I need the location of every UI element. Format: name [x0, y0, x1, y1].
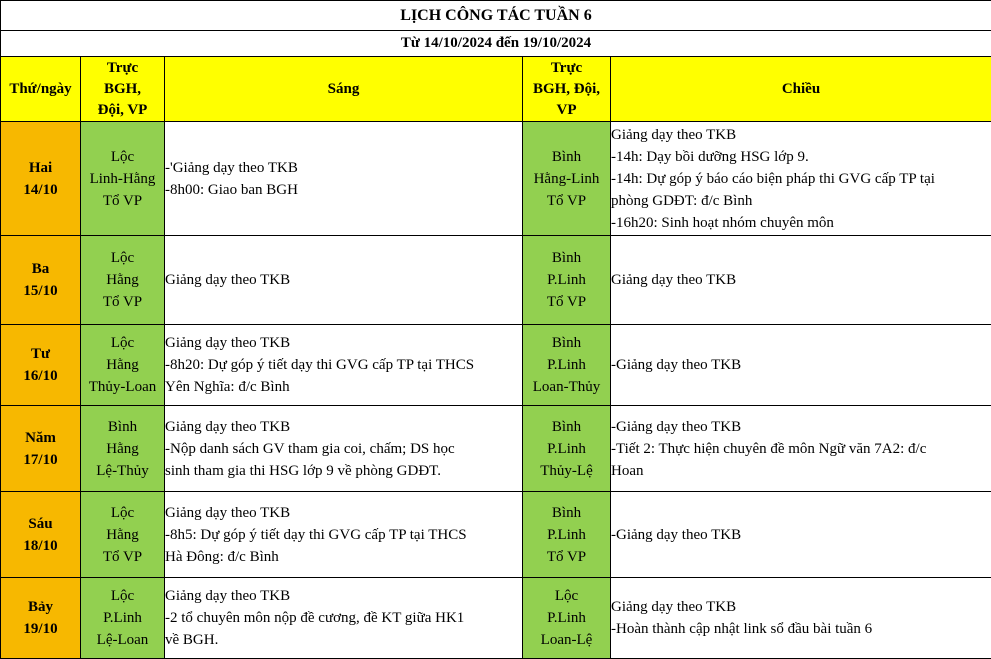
duty-afternoon-line: Thủy-Lệ: [523, 460, 610, 482]
duty-morning-line: Thủy-Loan: [81, 376, 164, 398]
afternoon-line: -14h: Dạy bồi dưỡng HSG lớp 9.: [611, 146, 991, 168]
schedule-row: [1, 236, 991, 325]
duty-morning-line: Lệ-Loan: [81, 629, 164, 651]
duty-morning-line: Hằng: [81, 524, 164, 546]
day-cell: [1, 325, 81, 406]
afternoon-cell: [611, 236, 991, 325]
duty-morning-line: Hằng: [81, 354, 164, 376]
morning-line: Yên Nghĩa: đ/c Bình: [165, 376, 522, 398]
title-row: [1, 1, 991, 31]
day-cell: [1, 578, 81, 659]
header-day: Thứ/ngày: [1, 57, 81, 122]
afternoon-line: -16h20: Sinh hoạt nhóm chuyên môn: [611, 212, 991, 234]
schedule-row: [1, 406, 991, 492]
duty-morning-cell: [81, 492, 165, 578]
morning-line: -Nộp danh sách GV tham gia coi, chấm; DS học: [165, 438, 522, 460]
duty-afternoon-cell: [523, 325, 611, 406]
day-cell: [1, 492, 81, 578]
header-duty-afternoon: [523, 57, 611, 122]
day-cell: [1, 122, 81, 236]
morning-line: Giảng dạy theo TKB: [165, 416, 522, 438]
afternoon-line: -Giảng dạy theo TKB: [611, 354, 991, 376]
morning-line: Giảng dạy theo TKB: [165, 332, 522, 354]
morning-line: Hà Đông: đ/c Bình: [165, 546, 522, 568]
afternoon-line: Giảng dạy theo TKB: [611, 124, 991, 146]
duty-afternoon-line: Tổ VP: [523, 190, 610, 212]
duty-morning-line: Linh-Hằng: [81, 168, 164, 190]
schedule-row: [1, 492, 991, 578]
header-duty-afternoon-line: Trực: [523, 58, 610, 79]
morning-line: -8h5: Dự góp ý tiết dạy thi GVG cấp TP tại THCS: [165, 524, 522, 546]
header-duty-morning-line: Đội, VP: [81, 100, 164, 121]
schedule-row: [1, 578, 991, 659]
day-line: Tư: [1, 343, 80, 365]
duty-morning-cell: [81, 578, 165, 659]
day-line: 18/10: [1, 535, 80, 557]
morning-cell: [165, 122, 523, 236]
afternoon-cell: [611, 325, 991, 406]
duty-morning-line: Lộc: [81, 585, 164, 607]
afternoon-line: -Hoàn thành cập nhật link sổ đầu bài tuần 6: [611, 618, 991, 640]
duty-afternoon-line: Loan-Thủy: [523, 376, 610, 398]
morning-line: Giảng dạy theo TKB: [165, 585, 522, 607]
duty-afternoon-line: Bình: [523, 416, 610, 438]
duty-afternoon-cell: [523, 578, 611, 659]
header-duty-morning-line: BGH,: [81, 79, 164, 100]
header-row: [1, 57, 991, 122]
header-afternoon: Chiều: [611, 57, 991, 122]
day-cell: [1, 236, 81, 325]
duty-afternoon-line: Lộc: [523, 585, 610, 607]
duty-morning-cell: [81, 122, 165, 236]
morning-cell: [165, 492, 523, 578]
header-duty-afternoon-line: VP: [523, 100, 610, 121]
sheet-title: LỊCH CÔNG TÁC TUẦN 6: [1, 1, 991, 31]
duty-morning-line: Tổ VP: [81, 190, 164, 212]
afternoon-cell: [611, 406, 991, 492]
duty-morning-line: Lộc: [81, 332, 164, 354]
morning-cell: [165, 578, 523, 659]
duty-morning-line: Tổ VP: [81, 291, 164, 313]
duty-afternoon-line: Hằng-Linh: [523, 168, 610, 190]
afternoon-line: Giảng dạy theo TKB: [611, 596, 991, 618]
schedule-row: [1, 122, 991, 236]
afternoon-cell: [611, 122, 991, 236]
morning-line: Giảng dạy theo TKB: [165, 269, 522, 291]
duty-afternoon-line: P.Linh: [523, 524, 610, 546]
date-range-row: [1, 31, 991, 57]
duty-afternoon-line: Loan-Lệ: [523, 629, 610, 651]
duty-morning-line: Lộc: [81, 247, 164, 269]
duty-morning-line: Lộc: [81, 502, 164, 524]
morning-line: về BGH.: [165, 629, 522, 651]
afternoon-line: -Giảng dạy theo TKB: [611, 416, 991, 438]
duty-morning-line: Tổ VP: [81, 546, 164, 568]
day-line: Ba: [1, 258, 80, 280]
morning-cell: [165, 325, 523, 406]
day-line: Hai: [1, 157, 80, 179]
schedule-row: [1, 325, 991, 406]
afternoon-line: Giảng dạy theo TKB: [611, 269, 991, 291]
day-line: 17/10: [1, 449, 80, 471]
duty-morning-line: P.Linh: [81, 607, 164, 629]
duty-afternoon-line: Bình: [523, 332, 610, 354]
morning-line: Giảng dạy theo TKB: [165, 502, 522, 524]
day-cell: [1, 406, 81, 492]
morning-line: -2 tổ chuyên môn nộp đề cương, đề KT giữa HK1: [165, 607, 522, 629]
morning-line: -8h00: Giao ban BGH: [165, 179, 522, 201]
header-duty-morning-line: Trực: [81, 58, 164, 79]
duty-afternoon-line: P.Linh: [523, 607, 610, 629]
duty-morning-line: Hằng: [81, 438, 164, 460]
duty-afternoon-line: Bình: [523, 502, 610, 524]
day-line: 14/10: [1, 179, 80, 201]
duty-morning-cell: [81, 406, 165, 492]
duty-afternoon-line: Tổ VP: [523, 546, 610, 568]
afternoon-line: phòng GDĐT: đ/c Bình: [611, 190, 991, 212]
afternoon-line: -Giảng dạy theo TKB: [611, 524, 991, 546]
day-line: 19/10: [1, 618, 80, 640]
date-range: Từ 14/10/2024 đến 19/10/2024: [1, 31, 991, 57]
duty-afternoon-line: P.Linh: [523, 354, 610, 376]
duty-afternoon-line: P.Linh: [523, 269, 610, 291]
header-morning: Sáng: [165, 57, 523, 122]
duty-afternoon-cell: [523, 236, 611, 325]
day-line: Sáu: [1, 513, 80, 535]
day-line: 15/10: [1, 280, 80, 302]
morning-line: sinh tham gia thi HSG lớp 9 về phòng GDĐT.: [165, 460, 522, 482]
duty-afternoon-line: Bình: [523, 247, 610, 269]
afternoon-cell: [611, 492, 991, 578]
duty-morning-cell: [81, 236, 165, 325]
afternoon-line: -Tiết 2: Thực hiện chuyên đề môn Ngữ văn 7A2: đ/c: [611, 438, 991, 460]
duty-morning-line: Lệ-Thủy: [81, 460, 164, 482]
duty-afternoon-cell: [523, 492, 611, 578]
day-line: 16/10: [1, 365, 80, 387]
header-duty-morning: [81, 57, 165, 122]
duty-afternoon-cell: [523, 406, 611, 492]
afternoon-line: Hoan: [611, 460, 991, 482]
duty-afternoon-cell: [523, 122, 611, 236]
duty-afternoon-line: P.Linh: [523, 438, 610, 460]
duty-afternoon-line: Tổ VP: [523, 291, 610, 313]
morning-line: -8h20: Dự góp ý tiết dạy thi GVG cấp TP tại THCS: [165, 354, 522, 376]
duty-morning-line: Hằng: [81, 269, 164, 291]
day-line: Năm: [1, 427, 80, 449]
duty-morning-cell: [81, 325, 165, 406]
morning-cell: [165, 406, 523, 492]
duty-morning-line: Bình: [81, 416, 164, 438]
duty-morning-line: Lộc: [81, 146, 164, 168]
header-duty-afternoon-line: BGH, Đội,: [523, 79, 610, 100]
day-line: Bảy: [1, 596, 80, 618]
afternoon-line: -14h: Dự góp ý báo cáo biện pháp thi GVG cấp TP tại: [611, 168, 991, 190]
morning-line: -'Giảng dạy theo TKB: [165, 157, 522, 179]
duty-afternoon-line: Bình: [523, 146, 610, 168]
afternoon-cell: [611, 578, 991, 659]
morning-cell: [165, 236, 523, 325]
